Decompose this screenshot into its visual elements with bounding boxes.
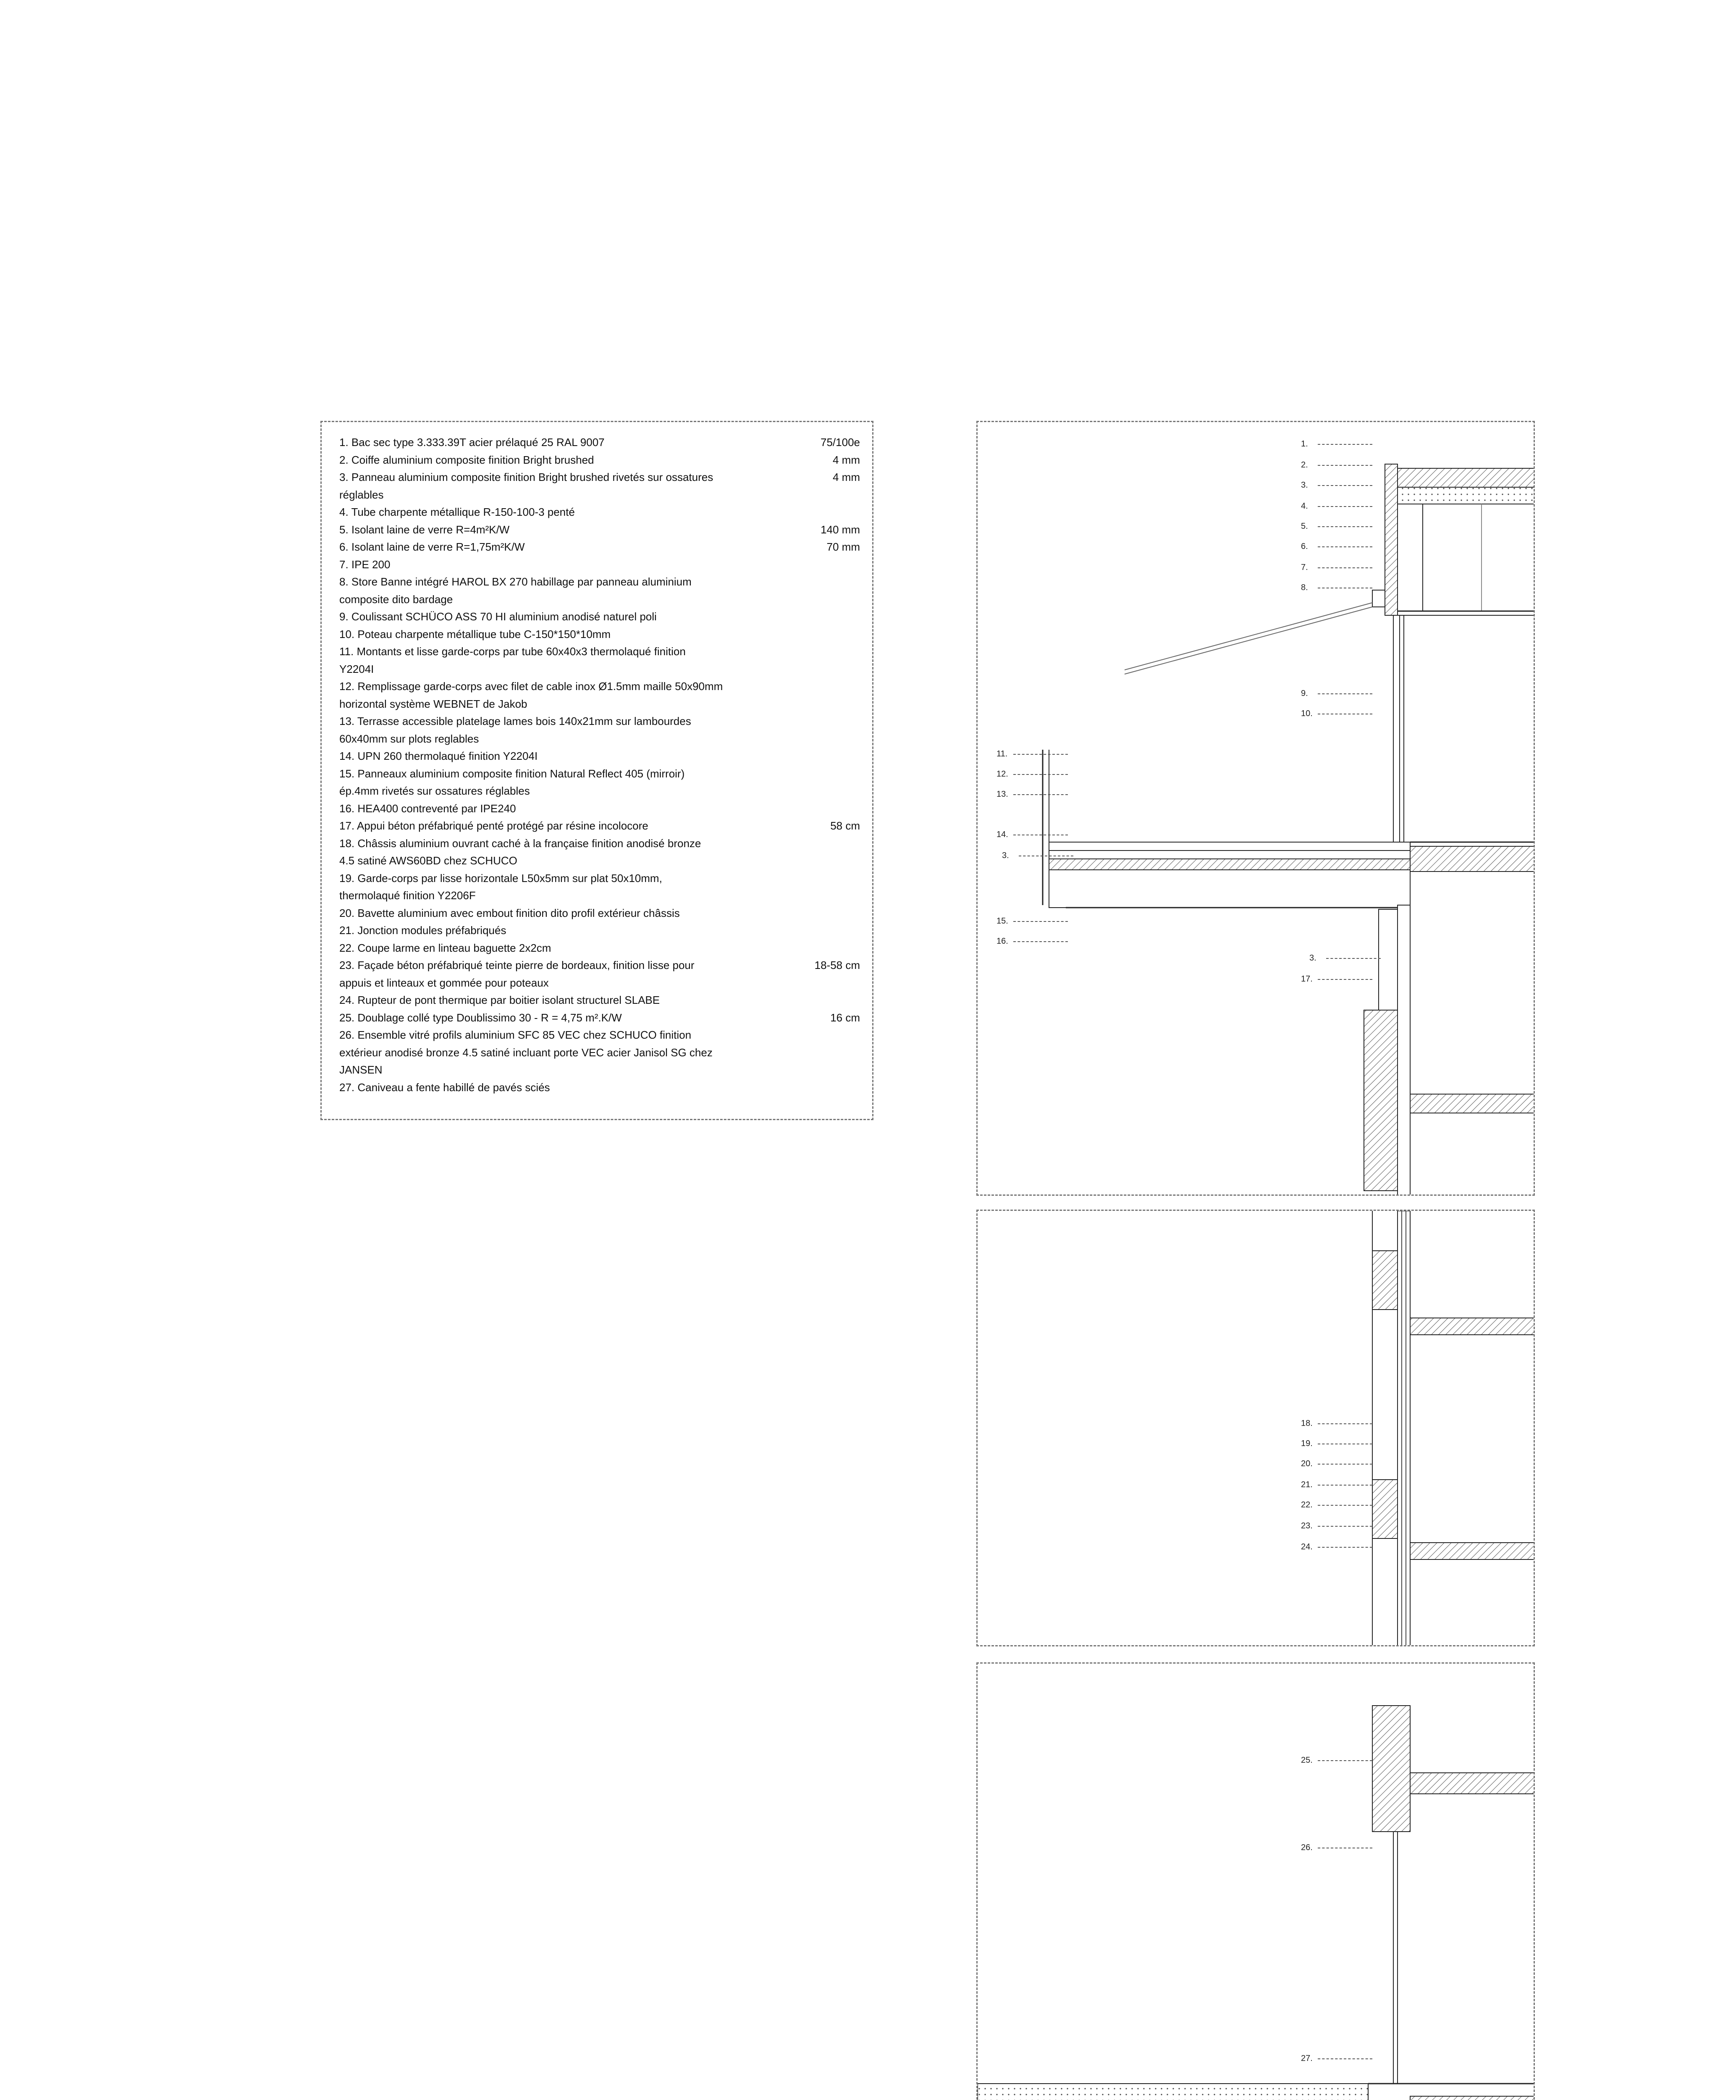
legend-row xyxy=(339,1044,860,1062)
callout-leader xyxy=(1318,693,1372,694)
legend-text: réglables xyxy=(339,488,384,501)
callout-leader xyxy=(1318,1505,1372,1506)
callout-label: 9. xyxy=(1301,689,1308,698)
callout-label: 1. xyxy=(1301,439,1308,449)
legend-value: 70 mm xyxy=(826,541,860,553)
legend-row xyxy=(339,1061,860,1079)
legend-row xyxy=(339,835,860,853)
callout-label: 10. xyxy=(1301,709,1313,718)
legend-row xyxy=(339,852,860,870)
callout-leader xyxy=(1318,485,1372,486)
legend-row xyxy=(339,765,860,783)
legend-row xyxy=(339,1026,860,1044)
legend-text: appuis et linteaux et gommée pour poteaux xyxy=(339,976,549,989)
callout-leader xyxy=(1318,2058,1372,2059)
legend-text: 17. Appui béton préfabriqué penté protégé par résine incolocore xyxy=(339,819,648,832)
legend-row xyxy=(339,870,860,887)
section-drawing-upper xyxy=(976,421,1535,1196)
legend-value: 58 cm xyxy=(830,819,860,832)
callout-label: 13. xyxy=(996,790,1008,799)
legend-row xyxy=(339,696,860,713)
legend-text: 5. Isolant laine de verre R=4m²K/W xyxy=(339,523,510,536)
section-drawing-middle-svg xyxy=(978,1211,1535,1646)
legend-text: 25. Doublage collé type Doublissimo 30 - R = 4,75 m².K/W xyxy=(339,1011,622,1024)
legend-text: 26. Ensemble vitré profils aluminium SFC 85 VEC chez SCHUCO finition xyxy=(339,1029,692,1041)
legend-list xyxy=(339,434,860,1096)
legend-text: 7. IPE 200 xyxy=(339,558,391,571)
legend-row xyxy=(339,1079,860,1097)
callout-leader xyxy=(1013,941,1068,942)
legend-text: composite dito bardage xyxy=(339,593,453,606)
callout-label: 21. xyxy=(1301,1480,1313,1489)
legend-text: 24. Rupteur de pont thermique par boitier isolant structurel SLABE xyxy=(339,994,660,1006)
legend-row xyxy=(339,800,860,818)
legend-value: 75/100e xyxy=(821,436,860,449)
legend-row xyxy=(339,556,860,574)
callout-leader xyxy=(1318,567,1372,568)
legend-text: 19. Garde-corps par lisse horizontale L50x5mm sur plat 50x10mm, xyxy=(339,872,662,885)
legend-row xyxy=(339,486,860,504)
legend-row xyxy=(339,643,860,661)
legend-text: JANSEN xyxy=(339,1063,383,1076)
legend-row xyxy=(339,782,860,800)
legend-value: 140 mm xyxy=(821,523,860,536)
legend-row xyxy=(339,626,860,643)
callout-leader xyxy=(1318,1760,1372,1761)
callout-label: 3. xyxy=(1002,851,1009,860)
legend-text: 21. Jonction modules préfabriqués xyxy=(339,924,506,937)
legend-text: 20. Bavette aluminium avec embout finition dito profil extérieur châssis xyxy=(339,906,680,919)
section-drawing-middle xyxy=(976,1210,1535,1646)
legend-text: Y2204I xyxy=(339,662,374,675)
legend-text: 60x40mm sur plots reglables xyxy=(339,732,479,745)
callout-label: 6. xyxy=(1301,542,1308,551)
legend-row xyxy=(339,538,860,556)
section-drawing-lower-svg xyxy=(978,1664,1535,2100)
callout-label: 3. xyxy=(1301,480,1308,490)
legend-row xyxy=(339,1009,860,1027)
callout-leader xyxy=(1318,506,1372,507)
section-drawing-lower xyxy=(976,1662,1535,2100)
legend-row xyxy=(339,452,860,469)
callout-leader xyxy=(1326,958,1381,959)
legend-row xyxy=(339,591,860,609)
callout-label: 24. xyxy=(1301,1542,1313,1551)
callout-leader xyxy=(1318,465,1372,466)
legend-text: 6. Isolant laine de verre R=1,75m²K/W xyxy=(339,541,525,553)
legend-row xyxy=(339,678,860,696)
callout-label: 4. xyxy=(1301,501,1308,511)
legend-text: 15. Panneaux aluminium composite finition Natural Reflect 405 (mirroir) xyxy=(339,767,685,780)
callout-label: 5. xyxy=(1301,522,1308,531)
callout-label: 25. xyxy=(1301,1756,1313,1765)
callout-leader xyxy=(1318,1485,1372,1486)
callout-leader xyxy=(1318,444,1372,445)
callout-label: 15. xyxy=(996,916,1008,926)
legend-row xyxy=(339,957,860,974)
legend-text: 4.5 satiné AWS60BD chez SCHUCO xyxy=(339,854,517,867)
callout-label: 8. xyxy=(1301,583,1308,592)
legend-row xyxy=(339,504,860,521)
callout-label: 23. xyxy=(1301,1521,1313,1530)
callout-label: 2. xyxy=(1301,460,1308,470)
legend-row xyxy=(339,748,860,765)
callout-leader xyxy=(1318,1464,1372,1465)
legend-box xyxy=(320,421,873,1120)
legend-row xyxy=(339,940,860,957)
callout-label: 19. xyxy=(1301,1439,1313,1448)
legend-text: thermolaqué finition Y2206F xyxy=(339,889,476,902)
legend-row xyxy=(339,905,860,922)
legend-text: 23. Façade béton préfabriqué teinte pierre de bordeaux, finition lisse pour xyxy=(339,959,695,971)
callout-leader xyxy=(1318,1547,1372,1548)
callout-label: 26. xyxy=(1301,1843,1313,1852)
legend-row xyxy=(339,992,860,1009)
legend-text: horizontal système WEBNET de Jakob xyxy=(339,697,527,710)
callout-label: 12. xyxy=(996,769,1008,779)
legend-text: 16. HEA400 contreventé par IPE240 xyxy=(339,802,516,815)
callout-leader xyxy=(1318,979,1372,980)
section-drawing-upper-svg xyxy=(978,422,1535,1196)
legend-value: 18-58 cm xyxy=(814,959,860,971)
callout-label: 7. xyxy=(1301,563,1308,572)
callout-leader xyxy=(1318,546,1372,547)
legend-row xyxy=(339,608,860,626)
legend-text: 11. Montants et lisse garde-corps par tube 60x40x3 thermolaqué finition xyxy=(339,645,686,658)
legend-text: 1. Bac sec type 3.333.39T acier prélaqué 25 RAL 9007 xyxy=(339,436,605,449)
legend-text: 13. Terrasse accessible platelage lames bois 140x21mm sur lambourdes xyxy=(339,715,691,727)
legend-text: 18. Châssis aluminium ouvrant caché à la française finition anodisé bronze xyxy=(339,837,701,850)
legend-text: 10. Poteau charpente métallique tube C-150*150*10mm xyxy=(339,627,611,640)
legend-value: 16 cm xyxy=(830,1011,860,1024)
legend-row xyxy=(339,469,860,486)
callout-label: 27. xyxy=(1301,2054,1313,2063)
legend-text: 22. Coupe larme en linteau baguette 2x2cm xyxy=(339,941,551,954)
legend-row xyxy=(339,713,860,730)
callout-label: 20. xyxy=(1301,1459,1313,1468)
legend-text: 9. Coulissant SCHÜCO ASS 70 HI aluminium anodisé naturel poli xyxy=(339,610,657,623)
legend-text: 14. UPN 260 thermolaqué finition Y2204I xyxy=(339,750,538,762)
legend-row xyxy=(339,974,860,992)
callout-label: 18. xyxy=(1301,1419,1313,1428)
legend-row xyxy=(339,661,860,678)
legend-row xyxy=(339,521,860,539)
legend-row xyxy=(339,434,860,452)
legend-row xyxy=(339,887,860,905)
callout-leader xyxy=(1318,1526,1372,1527)
legend-text: 8. Store Banne intégré HAROL BX 270 habillage par panneau aluminium xyxy=(339,575,692,588)
callout-label: 3. xyxy=(1309,953,1316,963)
callout-leader xyxy=(1013,774,1068,775)
callout-label: 11. xyxy=(996,749,1008,759)
legend-text: ép.4mm rivetés sur ossatures réglables xyxy=(339,785,530,797)
legend-row xyxy=(339,573,860,591)
legend-row xyxy=(339,922,860,940)
callout-label: 16. xyxy=(996,937,1008,946)
legend-text: 2. Coiffe aluminium composite finition Bright brushed xyxy=(339,453,594,466)
legend-value: 4 mm xyxy=(833,471,860,483)
callout-leader xyxy=(1013,921,1068,922)
legend-row xyxy=(339,817,860,835)
legend-value: 4 mm xyxy=(833,453,860,466)
callout-leader xyxy=(1013,794,1068,795)
legend-text: extérieur anodisé bronze 4.5 satiné incluant porte VEC acier Janisol SG chez xyxy=(339,1046,713,1059)
legend-text: 3. Panneau aluminium composite finition Bright brushed rivetés sur ossatures xyxy=(339,471,713,483)
callout-leader xyxy=(1318,1423,1372,1424)
legend-text: 12. Remplissage garde-corps avec filet de cable inox Ø1.5mm maille 50x90mm xyxy=(339,680,723,693)
legend-row xyxy=(339,730,860,748)
legend-text: 4. Tube charpente métallique R-150-100-3 penté xyxy=(339,506,575,518)
callout-label: 17. xyxy=(1301,974,1313,984)
legend-text: 27. Caniveau a fente habillé de pavés sciés xyxy=(339,1081,550,1094)
callout-label: 14. xyxy=(996,830,1008,839)
callout-label: 22. xyxy=(1301,1500,1313,1509)
callout-leader xyxy=(1013,754,1068,755)
callout-leader xyxy=(1318,526,1372,527)
